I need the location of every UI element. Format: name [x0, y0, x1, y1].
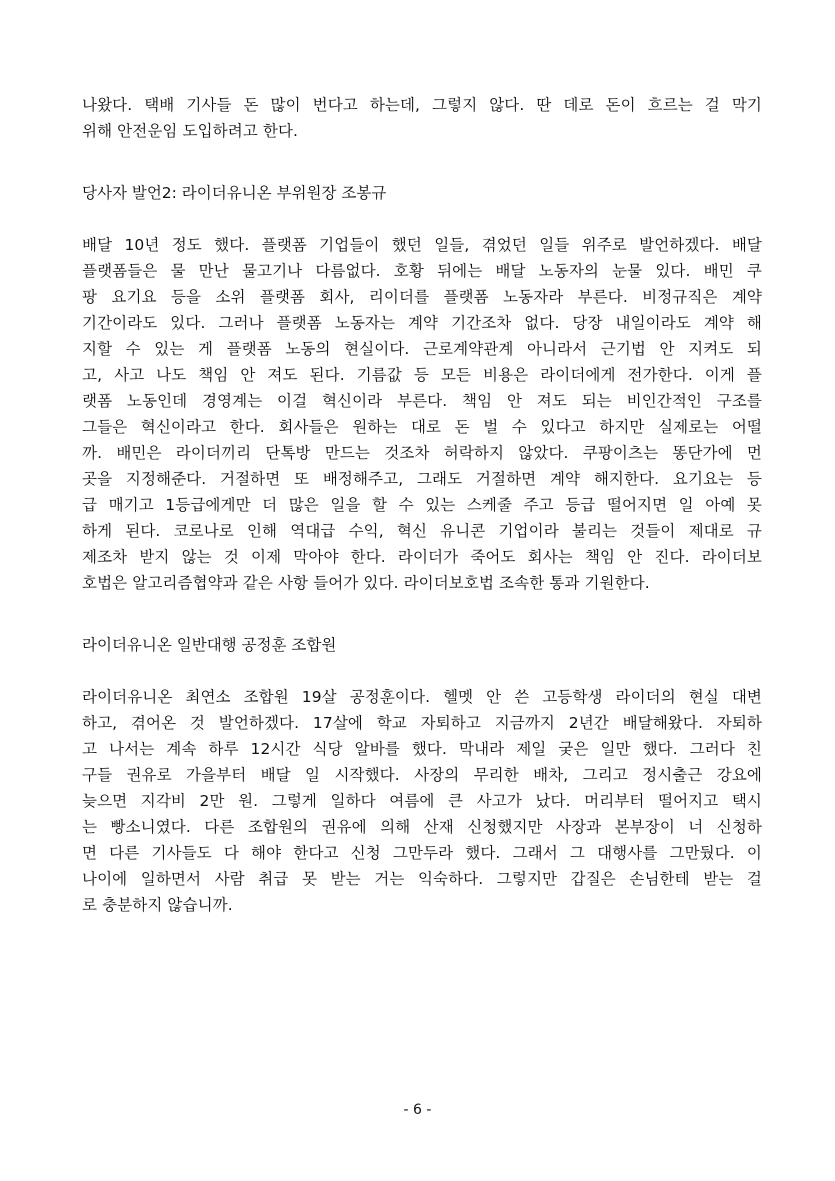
- section-1-paragraph: [82, 232, 762, 596]
- paragraph-line: 호법은 알고리즘협약과 같은 사항 들어가 있다. 라이더보호법 조속한 통과 기원한다.: [82, 574, 650, 592]
- section-heading-speaker-2: 당사자 발언2: 라이더유니온 부위원장 조봉규: [82, 184, 387, 202]
- paragraph-line: 구들 권유로 가을부터 배달 일 시작했다. 사장의 무리한 배차, 그리고 정시출근 강요에: [82, 766, 762, 784]
- paragraph-line: 나이에 일하면서 사람 취급 못 받는 거는 익숙하다. 그렇지만 갑질은 손님한테 받는 걸: [82, 870, 762, 888]
- paragraph-line: 는 빵소니였다. 다른 조합원의 권유에 의해 산재 신청했지만 사장과 본부장이 너 신청하: [82, 818, 762, 836]
- paragraph-line: 곳을 지정해준다. 거절하면 또 배정해주고, 그래도 거절하면 계약 해지한다. 요기요는 등: [82, 470, 762, 488]
- paragraph-line: 위해 안전운임 도입하려고 한다.: [82, 122, 299, 140]
- intro-paragraph: [82, 92, 762, 144]
- paragraph-line: 그들은 혁신이라고 한다. 회사들은 원하는 대로 돈 벌 수 있다고 하지만 실제로는 어떨: [82, 418, 762, 436]
- paragraph-line: 지할 수 있는 게 플랫폼 노동의 현실이다. 근로계약관계 아니라서 근기법 안 지켜도 되: [82, 340, 762, 358]
- paragraph-line: 면 다른 기사들도 다 해야 한다고 신청 그만두라 했다. 그래서 그 대행사를 그만뒀다. 이: [82, 844, 762, 862]
- section-2-paragraph: [82, 684, 762, 918]
- paragraph-line: 랫폼 노동인데 경영계는 이걸 혁신이라 부른다. 책임 안 져도 되는 비인간적인 구조를: [82, 392, 762, 410]
- paragraph-line: 고, 사고 나도 책임 안 져도 된다. 기름값 등 모든 비용은 라이더에게 전가한다. 이게 플: [82, 366, 762, 384]
- paragraph-line: 팡 요기요 등을 소위 플랫폼 회사, 리이더를 플랫폼 노동자라 부른다. 비정규직은 계약: [82, 288, 762, 306]
- paragraph-line: 기간이라도 있다. 그러나 플랫폼 노동자는 계약 기간조차 없다. 당장 내일이라도 계약 해: [82, 314, 762, 332]
- paragraph-line: 하게 된다. 코로나로 인해 역대급 수익, 혁신 유니콘 기업이라 불리는 것들이 제대로 규: [82, 522, 762, 540]
- section-heading-union-member: 라이더유니온 일반대행 공정훈 조합원: [82, 636, 337, 654]
- paragraph-line: 플랫폼들은 물 만난 물고기나 다름없다. 호황 뒤에는 배달 노동자의 눈물 있다. 배민 쿠: [82, 262, 762, 280]
- paragraph-line: 라이더유니온 최연소 조합원 19살 공정훈이다. 헬멧 안 쓴 고등학생 라이더의 현실 대변: [82, 688, 762, 706]
- page-number: - 6 -: [403, 1102, 432, 1118]
- paragraph-line: 고 나서는 계속 하루 12시간 식당 알바를 했다. 막내라 제일 궂은 일만 했다. 그러다 친: [82, 740, 762, 758]
- paragraph-line: 로 충분하지 않습니까.: [82, 896, 233, 914]
- paragraph-line: 제조차 받지 않는 것 이제 막아야 한다. 라이더가 죽어도 회사는 책임 안 진다. 라이더보: [82, 548, 762, 566]
- paragraph-line: 나왔다. 택배 기사들 돈 많이 번다고 하는데, 그렇지 않다. 딴 데로 돈이 흐르는 걸 막기: [82, 96, 762, 114]
- paragraph-line: 늦으면 지각비 2만 원. 그렇게 일하다 여름에 큰 사고가 났다. 머리부터 떨어지고 택시: [82, 792, 762, 810]
- paragraph-line: 급 매기고 1등급에게만 더 많은 일을 할 수 있는 스케줄 주고 등급 떨어지면 일 아예 못: [82, 496, 762, 514]
- paragraph-line: 까. 배민은 라이더끼리 단톡방 만드는 것조차 허락하지 않았다. 쿠팡이츠는 똥단가에 먼: [82, 444, 762, 462]
- paragraph-line: 하고, 겪어온 것 발언하겠다. 17살에 학교 자퇴하고 지금까지 2년간 배달해왔다. 자퇴하: [82, 714, 762, 732]
- paragraph-line: 배달 10년 정도 했다. 플랫폼 기업들이 했던 일들, 겪었던 일들 위주로 발언하겠다. 배달: [82, 236, 762, 254]
